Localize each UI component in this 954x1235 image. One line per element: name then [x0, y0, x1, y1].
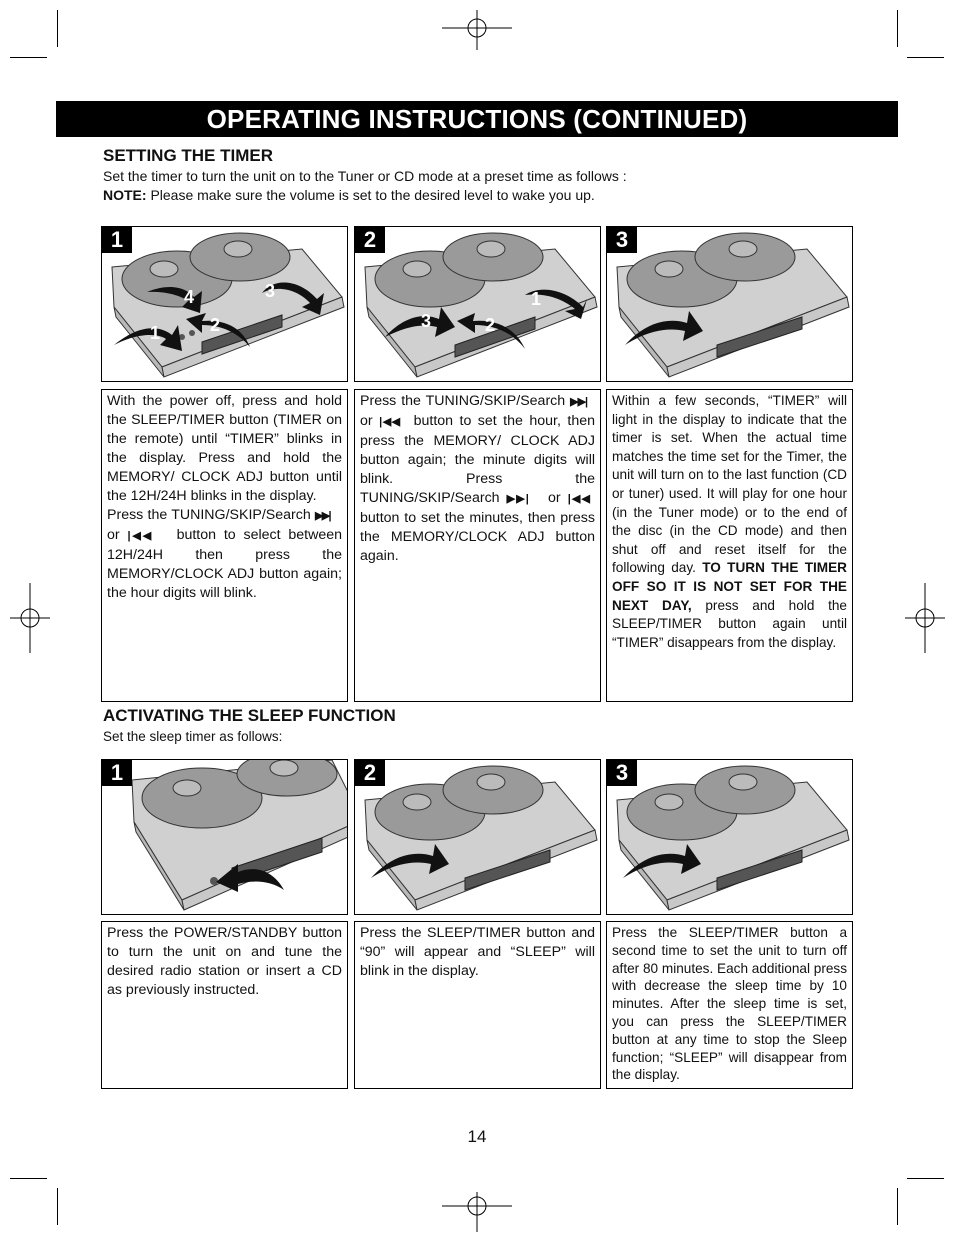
page-number: 14: [467, 1127, 487, 1146]
registration-mark-icon: [442, 1192, 512, 1232]
callout-number: 4: [184, 287, 195, 307]
skip-forward-icon: ▶▶|: [570, 396, 587, 408]
timer-step-1-illustration: [101, 226, 348, 382]
crop-mark: [907, 1178, 944, 1179]
step-text: Press the SLEEP/TIMER button and “90” will appear and “SLEEP” will blink in the display.: [360, 925, 595, 979]
skip-back-icon: |◀◀: [127, 530, 154, 542]
sleep-step-1-illustration: [101, 759, 348, 915]
step-number-badge: 1: [102, 760, 132, 786]
note-text: Please make sure the volume is set to the desired level to wake you up.: [146, 187, 595, 203]
crop-mark: [10, 1178, 47, 1179]
registration-mark-icon: [905, 583, 945, 653]
timer-note: [103, 187, 595, 203]
callout-number: 3: [421, 311, 432, 331]
step-number-badge: 2: [355, 760, 385, 786]
unit-illustration: [355, 227, 601, 382]
callout-number: 2: [485, 315, 496, 335]
sleep-step-2-text: [354, 921, 601, 1089]
unit-illustration: [607, 760, 853, 915]
step-number-badge: 3: [607, 760, 637, 786]
skip-back-icon: |◀◀: [567, 493, 592, 505]
unit-illustration: [102, 760, 348, 915]
crop-mark: [10, 57, 47, 58]
skip-back-icon: |◀◀: [379, 416, 401, 428]
timer-step-2-text: [354, 389, 601, 702]
unit-illustration: [355, 760, 601, 915]
timer-step-3-illustration: [606, 226, 853, 382]
crop-mark: [907, 57, 944, 58]
sleep-step-3-illustration: [606, 759, 853, 915]
step-text: Press the TUNING/SKIP/Search ▶▶| or |◀◀ button to set the hour, then press the MEMORY/ CLOCK ADJ button again; the minute digits will blink. Press the TUNING/SKIP/Search ▶▶| or |◀◀ button to set the minutes, then press the MEMORY/CLOCK ADJ button again.: [360, 393, 595, 564]
unit-illustration: [102, 227, 348, 382]
skip-forward-icon: ▶▶|: [314, 510, 330, 522]
registration-mark-icon: [442, 10, 512, 50]
note-label: NOTE:: [103, 187, 147, 203]
callout-number: 3: [265, 281, 276, 301]
timer-step-2-illustration: [354, 226, 601, 382]
step-text: Press the POWER/STANDBY button to turn the unit on and tune the desired radio station or insert a CD as previously instructed.: [107, 925, 342, 998]
timer-intro: Set the timer to turn the unit on to the Tuner or CD mode at a preset time as follows :: [103, 168, 627, 184]
crop-mark: [897, 10, 898, 47]
timer-step-1-text: [101, 389, 348, 702]
unit-illustration: [607, 227, 853, 382]
section-heading-sleep: ACTIVATING THE SLEEP FUNCTION: [103, 706, 396, 725]
callout-number: 1: [531, 289, 542, 309]
skip-forward-icon: ▶▶|: [506, 493, 527, 505]
step-text: Within a few seconds, “TIMER” will light in the display to indicate that the timer is set. When the actual time matches the time set for the Timer, the unit will turn on to the last function (CD or tuner) used. It will play for one hour (in the Tuner mode) or to the end of the disc (in the CD mode) and then shut off and reset itself for the following day. TO TURN THE TIMER OFF SO IT IS NOT SET FOR THE NEXT DAY, press and hold the SLEEP/TIMER button again until “TIMER” disappears from the display.: [612, 393, 847, 650]
step-number-badge: 2: [355, 227, 385, 253]
sleep-step-3-text: [606, 921, 853, 1089]
step-text: With the power off, press and hold the SLEEP/TIMER button (TIMER on the remote) until “TIMER” blinks in the display. Press and hold the MEMORY/ CLOCK ADJ button until the 12H/24H blinks in the display.: [107, 393, 342, 504]
sleep-step-1-text: [101, 921, 348, 1089]
sleep-step-2-illustration: [354, 759, 601, 915]
step-text: Press the TUNING/SKIP/Search ▶▶| or |◀◀ button to select between 12H/24H then press the MEMORY/CLOCK ADJ button again; the hour digits will blink.: [107, 507, 343, 601]
callout-number: 2: [210, 315, 221, 335]
step-text: Press the SLEEP/TIMER button a second time to set the unit to turn off after 80 minutes. Each additional press with decrease the sleep time by 10 minutes. After the sleep time is set, you can press the SLEEP/TIMER button at any time to stop the Sleep function; “SLEEP” will disappear from the display.: [612, 925, 848, 1083]
section-heading-timer: SETTING THE TIMER: [103, 146, 273, 165]
timer-step-3-text: [606, 389, 853, 702]
crop-mark: [57, 10, 58, 47]
step-number-badge: 3: [607, 227, 637, 253]
page-banner: OPERATING INSTRUCTIONS (CONTINUED): [56, 101, 898, 137]
step-number-badge: 1: [102, 227, 132, 253]
crop-mark: [57, 1188, 58, 1225]
timer-off-heading: TO TURN THE TIMER OFF SO IT IS NOT SET FOR THE NEXT DAY,: [612, 560, 847, 613]
crop-mark: [897, 1188, 898, 1225]
registration-mark-icon: [10, 583, 50, 653]
sleep-intro: Set the sleep timer as follows:: [103, 729, 283, 744]
callout-number: 1: [150, 323, 161, 343]
